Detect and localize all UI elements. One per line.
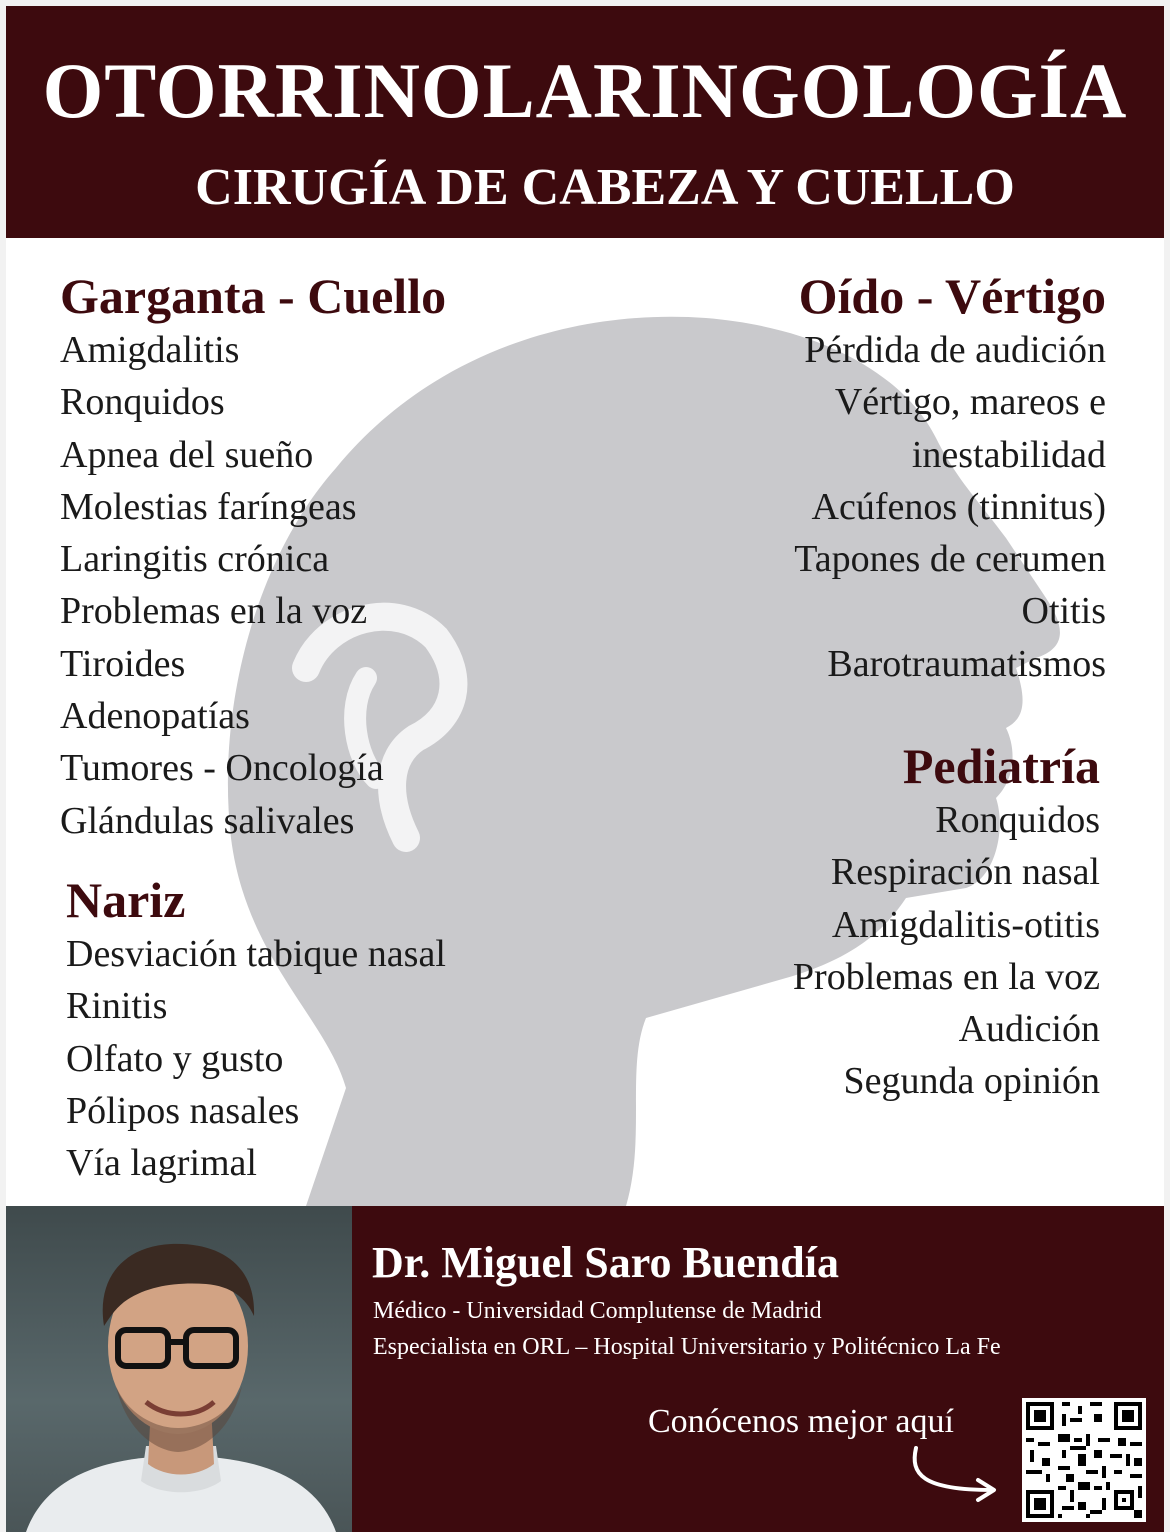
list-item: Acúfenos (tinnitus) xyxy=(811,485,1106,528)
list-item: Vía lagrimal xyxy=(66,1142,257,1185)
section-heading: Garganta - Cuello xyxy=(60,268,447,324)
list-item: Otitis xyxy=(1021,590,1106,633)
section-heading: Oído - Vértigo xyxy=(798,268,1106,324)
list-item: Apnea del sueño xyxy=(60,433,314,476)
list-item: Desviación tabique nasal xyxy=(66,933,446,975)
section-oido xyxy=(794,268,1106,690)
list-item: Audición xyxy=(958,1008,1100,1051)
list-item: Amigdalitis-otitis xyxy=(831,903,1100,946)
footer-banner xyxy=(6,1206,1164,1532)
list-item: Problemas en la voz xyxy=(792,955,1100,998)
list-item: Segunda opinión xyxy=(843,1060,1100,1103)
list-item: Laringitis crónica xyxy=(60,538,330,581)
list-item: Molestias faríngeas xyxy=(60,485,357,528)
list-item: inestabilidad xyxy=(911,433,1106,476)
list-item: Vértigo, mareos e xyxy=(834,381,1106,424)
arrow-icon xyxy=(902,1444,1002,1504)
list-item: Amigdalitis xyxy=(60,329,240,371)
section-heading: Pediatría xyxy=(902,738,1100,794)
list-item: Rinitis xyxy=(66,985,168,1028)
doctor-portrait-icon xyxy=(6,1206,352,1532)
list-item: Tapones de cerumen xyxy=(794,538,1106,581)
list-item: Tiroides xyxy=(60,642,186,685)
services-panel xyxy=(6,238,1164,1206)
list-item: Adenopatías xyxy=(60,695,250,738)
section-heading: Nariz xyxy=(66,872,186,928)
list-item: Ronquidos xyxy=(60,381,225,424)
credential-line: Médico - Universidad Complutense de Madrid xyxy=(373,1298,822,1324)
list-item: Respiración nasal xyxy=(830,851,1100,894)
section-garganta xyxy=(60,268,446,847)
list-item: Olfato y gusto xyxy=(66,1037,284,1080)
list-item: Problemas en la voz xyxy=(60,590,368,633)
list-item: Pólipos nasales xyxy=(66,1089,300,1132)
list-item: Pérdida de audición xyxy=(804,329,1106,371)
section-nariz xyxy=(66,872,446,1189)
list-item: Tumores - Oncología xyxy=(60,747,384,790)
doctor-photo xyxy=(6,1206,352,1532)
credential-line: Especialista en ORL – Hospital Universitario y Politécnico La Fe xyxy=(373,1334,1001,1360)
list-item: Barotraumatismos xyxy=(827,642,1106,685)
page-subtitle: CIRUGÍA DE CABEZA Y CUELLO xyxy=(195,159,1015,216)
header-banner xyxy=(6,6,1164,238)
cta-text: Conócenos mejor aquí xyxy=(648,1403,954,1440)
page-title: OTORRINOLARINGOLOGÍA xyxy=(42,47,1128,134)
section-pediatria xyxy=(793,738,1100,1108)
list-item: Glándulas salivales xyxy=(60,799,355,842)
doctor-name: Dr. Miguel Saro Buendía xyxy=(372,1238,839,1287)
qr-code-icon[interactable] xyxy=(1022,1398,1146,1522)
list-item: Ronquidos xyxy=(935,799,1100,841)
